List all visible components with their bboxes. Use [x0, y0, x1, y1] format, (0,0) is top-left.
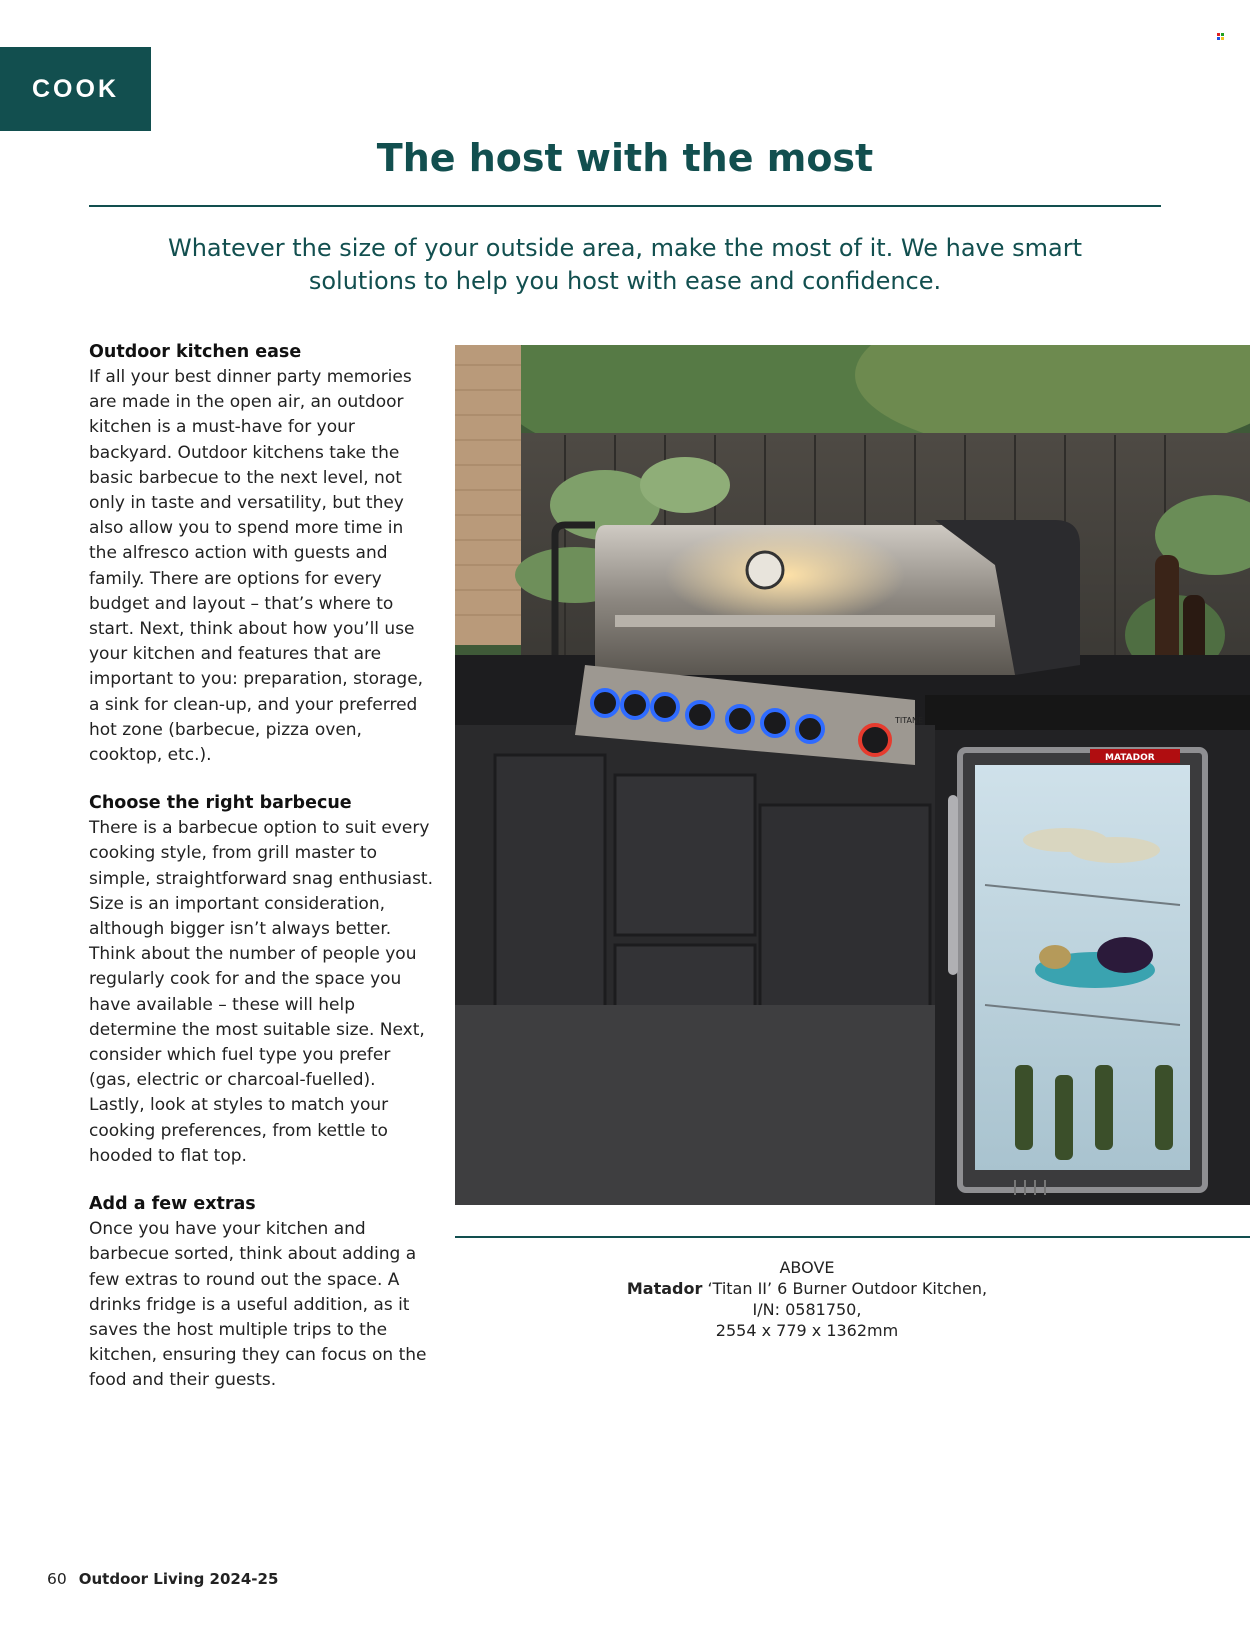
section-heading-barbecue: Choose the right barbecue [89, 793, 352, 814]
grill-badge: TITANE [895, 716, 924, 725]
page-footer [47, 1570, 278, 1588]
corner-mark-icon [1217, 33, 1224, 40]
outdoor-kitchen-photo [455, 345, 1250, 1205]
section-body-outdoor-kitchen: If all your best dinner party memories are made in the open air, an outdoor kitchen is a must-have for your backyard. Outdoor kitchens take the basic barbecue to the next level, not only in taste and versatility, but they also allow you to spend more time in the alfresco action with guests and family. There are options for every budget and layout – that’s where to start. Next, think about how you’ll use your kitchen and features that are important to you: preparation, storage, a sink for clean-up, and your preferred hot zone (barbecue, pizza oven, cooktop, etc.). [89, 367, 424, 766]
page-number: 60 [47, 1570, 67, 1588]
section-heading-outdoor-kitchen: Outdoor kitchen ease [89, 342, 302, 362]
section-heading-extras: Add a few extras [89, 1194, 256, 1215]
section-tab: COOK [0, 47, 151, 131]
caption-product: ‘Titan II’ 6 Burner Outdoor Kitchen, [702, 1279, 988, 1298]
caption-brand: Matador [626, 1279, 703, 1298]
section-body-barbecue: There is a barbecue option to suit every cooking style, from grill master to simple, straightforward snag enthusiast. Size is an important consideration, although bigger isn’t always better. Think about the number of people you regularly cook for and the space you have available – these will help determine the most suitable size. Next, consider which fuel type you prefer (gas, electric or charcoal-fuelled). Lastly, look at styles to match your cooking preferences, from kettle to hooded to flat top. [89, 818, 434, 1166]
photo-caption [600, 1257, 1014, 1341]
caption-label: ABOVE [779, 1258, 835, 1277]
fridge-badge: MATADOR [1105, 753, 1155, 763]
caption-product-line [600, 1278, 1014, 1299]
title-divider [89, 205, 1161, 207]
publication-name: Outdoor Living 2024-25 [78, 1570, 279, 1588]
section-body-extras: Once you have your kitchen and barbecue sorted, think about adding a few extras to round out the space. A drinks fridge is a useful addition, as it saves the host multiple trips to the kitchen, ensuring they can focus on the food and their guests. [89, 1219, 427, 1391]
article-body [89, 340, 434, 1417]
page-title: The host with the most [376, 136, 874, 180]
caption-dimensions: 2554 x 779 x 1362mm [715, 1321, 899, 1340]
caption-item-number: I/N: 0581750, [752, 1300, 862, 1319]
intro-text: Whatever the size of your outside area, make the most of it. We have smart solutions to help you host with ease and confidence. [167, 234, 1083, 295]
photo-divider [455, 1236, 1250, 1238]
